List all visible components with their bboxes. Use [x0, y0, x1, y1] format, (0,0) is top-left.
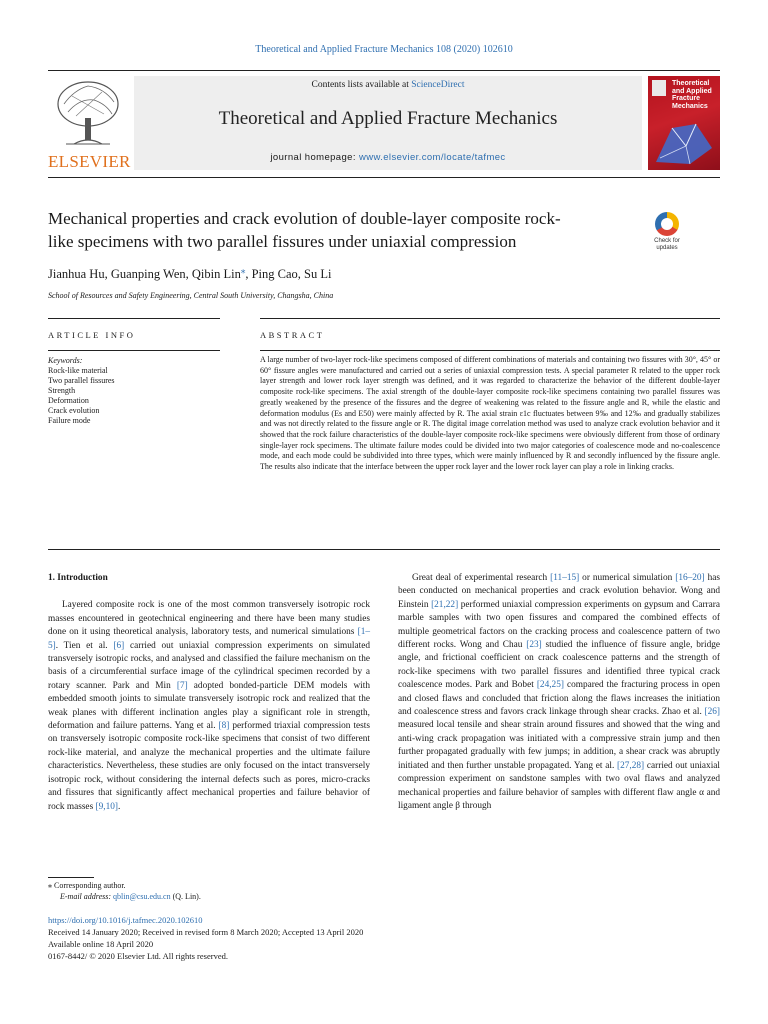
journal-masthead: [48, 70, 720, 178]
publication-info: [48, 914, 363, 962]
body-text: adopted bonded-particle DEM models with embedded smooth joints to simulate transversely isotropic rock and realized that the weak planes with different inclination angles play a significant role in strength, deformation and failure patterns. Yang et al.: [48, 680, 371, 732]
article-title-line: Mechanical properties and crack evolution of double-layer composite rock-: [48, 209, 561, 228]
email-suffix: (Q. Lin).: [170, 892, 201, 901]
affiliation: School of Resources and Safety Engineering, Central South University, Changsha, China: [48, 291, 334, 300]
citation-link[interactable]: [24,25]: [536, 680, 564, 691]
body-paragraph: [398, 572, 720, 813]
footnote-divider: [48, 877, 94, 878]
body-text: Layered composite rock is one of the most common transversely isotropic rock masses encountered in geotechnical engineering and there have been many studies done on it using theoretical analysis, laboratory tests, and numerical simulations: [48, 600, 370, 638]
section-divider: [48, 350, 220, 351]
body-paragraph: [48, 599, 370, 814]
body-text: Great deal of experimental research: [412, 573, 551, 583]
article-title: [48, 207, 638, 253]
abstract-text: A large number of two-layer rock-like specimens composed of different combinations of materials and containing two fissures with 30°, 45° or 60° fissure angles were manufactured and carried out a series of uniaxial compression tests. A special parameter R related to the upper rock layer strength and lower rock layer strength was defined, and it was regarded to characterize the behavior of the different double-layer composite rock-like specimens. The axial strength of the double-layer composite rock-like specimens containing two parallel fissures was greatly weakened by the presence of the fissures and the degree of weakening was related to the fissure angle and R, while the elastic and deformation modulus (Es and E50) were mainly affected by R. The axial strain ε1c fluctuates between 9‰ and 12‰ and gradually stabilizes and was not directly related to the fissure angle or R. The digital image correlation method was used to analyze crack evolution behavior and it showed that the rock failure characteristics of the double-layer composite rock-like specimens were obviously different from those of ordinary single-layer rock specimens. The ultimate failure modes could be divided into two major categories of coalescence mode and no-coalescence mode, and each mode could be subdivided into three types, which were mainly influenced by R and secondly influenced by the fissure angle. The results also indicate that the interface between the upper rock layer and the lower rock layer can play a role in linking cracks.: [260, 355, 720, 472]
body-text: has been conducted on mechanical properties and crack evolution behavior. Wong and Einstein: [398, 573, 721, 610]
cover-fracture-graphic: [652, 118, 716, 166]
journal-title: Theoretical and Applied Fracture Mechanics: [218, 108, 558, 129]
citation-link[interactable]: [26]: [704, 707, 720, 718]
journal-reference[interactable]: Theoretical and Applied Fracture Mechanics 108 (2020) 102610: [255, 44, 513, 55]
section-divider: [48, 549, 720, 550]
cover-title: [672, 80, 718, 110]
publisher-logo[interactable]: [48, 76, 131, 172]
keyword-item: Rock-like material: [48, 366, 108, 375]
copyright: 0167-8442/ © 2020 Elsevier Ltd. All rights reserved.: [48, 951, 228, 961]
check-updates-line: Check for: [654, 238, 680, 244]
abstract-heading: ABSTRACT: [260, 330, 325, 340]
homepage-link[interactable]: www.elsevier.com/locate/tafmec: [358, 152, 506, 163]
citation-link[interactable]: [9,10]: [95, 801, 118, 812]
check-updates-text: [646, 238, 688, 252]
cover-title-line: Mechanics: [672, 102, 708, 110]
elsevier-tree-icon: [54, 78, 122, 150]
author-list: [48, 265, 331, 282]
body-text: carried out uniaxial compression experiments on simulated transversely isotropic rocks, and analysed and classified the failure mechanism on the basis of a circumferential surface image of the cylindrical specimen recorded by a rotary scanner. Park and Min: [48, 640, 370, 691]
article-title-line: like specimens with two parallel fissures under uniaxial compression: [48, 232, 517, 251]
body-text: . Tien et al.: [55, 640, 114, 651]
body-text: measured local tensile and shear strain around fissures and showed that the wing and anti-wing crack propagation was initiated with a compressive strain jump and then further propagated gradually with few jumps; in addition, a shear crack was abruptly initiated and then further unstable propagated. Yang et al.: [398, 720, 720, 771]
authors-text: , Ping Cao, Su Li: [245, 267, 332, 282]
footnotes: [48, 880, 201, 902]
body-text: studied the influence of fissure angle, bridge angle, and frictional coefficient on crack coalescence patterns and the strength of rock-like specimens with two parallel fissures and identified three typical crack coalescence modes. Park and Bobet: [398, 640, 720, 691]
received-dates: Received 14 January 2020; Received in revised form 8 March 2020; Accepted 13 April 2020: [48, 927, 364, 937]
email-note: [48, 891, 201, 902]
body-text: or numerical simulation: [579, 573, 676, 583]
journal-cover-image[interactable]: [648, 76, 720, 170]
section-divider: [260, 318, 720, 319]
check-updates-line: updates: [656, 245, 678, 251]
citation-link[interactable]: [6]: [113, 640, 125, 651]
citation-link[interactable]: [7]: [176, 680, 188, 691]
corresponding-author-link[interactable]: ⁎: [240, 265, 246, 275]
doi-link[interactable]: https://doi.org/10.1016/j.tafmec.2020.102610: [48, 915, 203, 925]
check-updates-icon: [655, 212, 679, 236]
body-text: carried out uniaxial compression experiment on sandstone samples with two oval flaws and analyzed mechanical properties and failure behavior of samples with different flaw angle α and ligament angle β through: [398, 760, 720, 811]
masthead-bottom-rule: [48, 177, 720, 178]
citation-link[interactable]: [21,22]: [431, 599, 459, 610]
keywords-list: [48, 356, 220, 426]
email-link[interactable]: qblin@csu.edu.cn: [113, 892, 171, 901]
keyword-item: Failure mode: [48, 416, 91, 425]
keyword-item: Two parallel fissures: [48, 376, 115, 385]
sciencedirect-link[interactable]: ScienceDirect: [411, 80, 465, 90]
contents-line: [134, 80, 642, 90]
masthead-top-rule: [48, 70, 720, 71]
keyword-item: Strength: [48, 386, 76, 395]
section-divider: [260, 350, 720, 351]
body-text: compared the fracturing process in open and closed flaws and concluded that friction along the flaws increases the initiation and coalescence stress and favors crack linkage through shear cracks. Zhao et al.: [398, 680, 720, 718]
citation-link[interactable]: [27,28]: [617, 760, 645, 771]
article-info-heading: ARTICLE INFO: [48, 330, 136, 340]
check-for-updates-badge[interactable]: [646, 212, 688, 260]
email-label: E-mail address:: [60, 892, 114, 901]
citation-link[interactable]: [8]: [218, 721, 230, 732]
body-text: performed triaxial compression tests on transversely isotropic composite rock-like specimens that consist of two different rock-like material, and analyze the mechanical properties and the ultimate failure characteristics. Nevertheless, these studies are only focused on the intact transversely isotropic rock, without considering the internal defects such as pores, micro-cracks and fissures that significantly affect mechanical properties and failure behavior of rock masses: [48, 721, 370, 812]
citation-link[interactable]: [11–15]: [550, 573, 580, 583]
body-column-right: [398, 572, 720, 813]
body-text: .: [117, 801, 121, 812]
keyword-item: Crack evolution: [48, 406, 100, 415]
body-text: performed uniaxial compression experiments on gypsum and Carrara marble samples with two open fissures and compared the combined effects of multiple geometrical factors on the cracking process and coalescence pattern of two different rocks. Wong and Chau: [398, 599, 721, 651]
section-divider: [48, 318, 220, 319]
masthead-banner: [134, 76, 642, 170]
available-online: Available online 18 April 2020: [48, 939, 154, 949]
citation-link[interactable]: [16–20]: [675, 573, 705, 583]
contents-prefix: Contents lists available at: [311, 80, 412, 90]
citation-link[interactable]: [1–5]: [48, 627, 370, 651]
keyword-item: Deformation: [48, 396, 89, 405]
corresponding-author-note: ⁎ Corresponding author.: [48, 881, 126, 890]
introduction-heading: 1. Introduction: [48, 573, 108, 583]
keywords-label: Keywords:: [48, 356, 83, 365]
cover-title-line: Fracture: [672, 95, 701, 102]
cover-title-line: and Applied: [672, 87, 712, 95]
citation-link[interactable]: [23]: [526, 640, 542, 651]
authors-text: Jianhua Hu, Guanping Wen, Qibin Lin: [48, 267, 241, 282]
cover-publisher-icon: [652, 80, 666, 96]
cover-title-line: Theoretical: [672, 80, 710, 87]
body-column-left: [48, 572, 370, 814]
publisher-wordmark: ELSEVIER: [48, 152, 131, 171]
homepage-label: journal homepage:: [270, 152, 359, 163]
homepage-line: [134, 152, 642, 163]
